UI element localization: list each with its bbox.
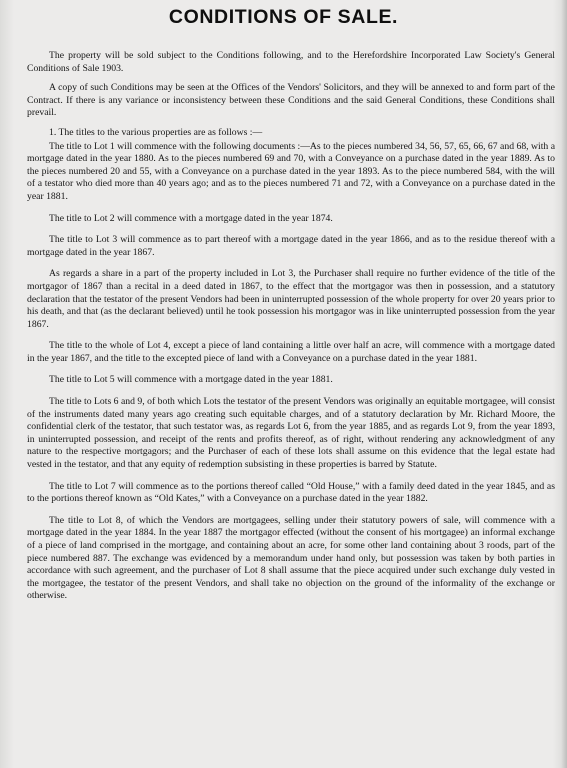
paragraph-lot-3: The title to Lot 3 will commence as to part thereof with a mortgage dated in the year 1866, and as to the residue thereof with a mortgage dated in the year 1867. — [27, 234, 555, 258]
paragraph-lot-8: The title to Lot 8, of which the Vendors are mortgagees, selling under their statutory powers of sale, will commence with a mortgage dated in the year 1884. In the year 1887 the mortgagor effected (without the consent of his mortgagee) an informal exchange of a piece of land comprised in the mortgage, and containing about an acre, for some other land containing about 3 roods, part of the piece numbered 887. The exchange was evidenced by a memorandum under hand only, but possession was taken by both parties in accordance with such agreement, and the purchaser of Lot 8 shall assume that the piece acquired under such exchange duly vested in the mortgagee, the testator of the present Vendors, and shall take no objection on the ground of the informality of the exchange or otherwise. — [27, 514, 555, 602]
document-body — [27, 50, 555, 610]
paragraph-lot-2: The title to Lot 2 will commence with a mortgage dated in the year 1874. — [49, 212, 333, 224]
paragraph-lots-6-and-9: The title to Lots 6 and 9, of both which Lots the testator of the present Vendors was originally an equitable mortgagee, will consist of the instruments dated many years ago creating such equitable charges, and of a statutory declaration by Mr. Richard Moore, the confidential clerk of the testator, that such testator was, as regards Lot 6, from the year 1885, and as regards Lot 9, from the year 1893, in uninterrupted possession, and receipt of the rents and profits thereof, as of right, without rendering any acknowledgment of any nature to the respective mortgagors; and the Purchaser of each of these lots shall assume on this evidence that the legal estate had vested in the testator, and that any equity of redemption subsisting in these properties is barred by Statute. — [27, 396, 555, 471]
scan-edge-shadow — [561, 0, 567, 768]
paragraph-copy-of-conditions: A copy of such Conditions may be seen at the Offices of the Vendors' Solicitors, and they will be annexed to and form part of the Contract. If there is any variance or inconsistency between these Conditions and the said General Conditions, these Conditions shall prevail. — [27, 82, 555, 119]
page-title: CONDITIONS OF SALE. — [168, 6, 399, 28]
paragraph-lot-1: The title to Lot 1 will commence with the following documents :—As to the pieces numbered 34, 56, 57, 65, 66, 67 and 68, with a mortgage dated in the year 1880. As to the pieces numbered 69 and 70, with a Conveyance on a purchase dated in the year 1889. As to the pieces numbered 20 and 55, with a Conveyance on a purchase dated in the year 1893. As to the piece numbered 584, with the will of a testator who died more than 40 years ago; and as to the pieces numbered 71 and 72, with a Conveyance on a purchase dated in the year 1881. — [27, 140, 555, 202]
paragraph-lot-7: The title to Lot 7 will commence as to the portions thereof called “Old House,” with a family deed dated in the year 1845, and as to the portions thereof known as “Old Kates,” with a Conveyance on a purchase dated in the year 1882. — [27, 480, 555, 505]
paragraph-lot-3-share: As regards a share in a part of the property included in Lot 3, the Purchaser shall require no further evidence of the title of the mortgagor of 1867 than a recital in a deed dated in 1867, to the effect that the mortgagor was then in possession, and a statutory declaration that the testator of the present Vendors had been in uninterrupted possession of the whole property for over 20 years prior to his death, and that (as the declarant believed) until he took possession his mortgagor was in like uninterrupted possession from the year 1867. — [27, 268, 555, 330]
paragraph-titles-heading: 1. The titles to the various properties are as follows :— — [49, 126, 263, 138]
paragraph-intro: The property will be sold subject to the Conditions following, and to the Herefordshire Incorporated Law Society's General Conditions of Sale 1903. — [27, 50, 555, 74]
paragraph-lot-4: The title to the whole of Lot 4, except a piece of land containing a little over half an acre, will commence with a mortgage dated in the year 1867, and the title to the excepted piece of land with a Conveyance on a purchase dated in the year 1881. — [27, 340, 555, 364]
paragraph-lot-5: The title to Lot 5 will commence with a mortgage dated in the year 1881. — [49, 374, 333, 386]
